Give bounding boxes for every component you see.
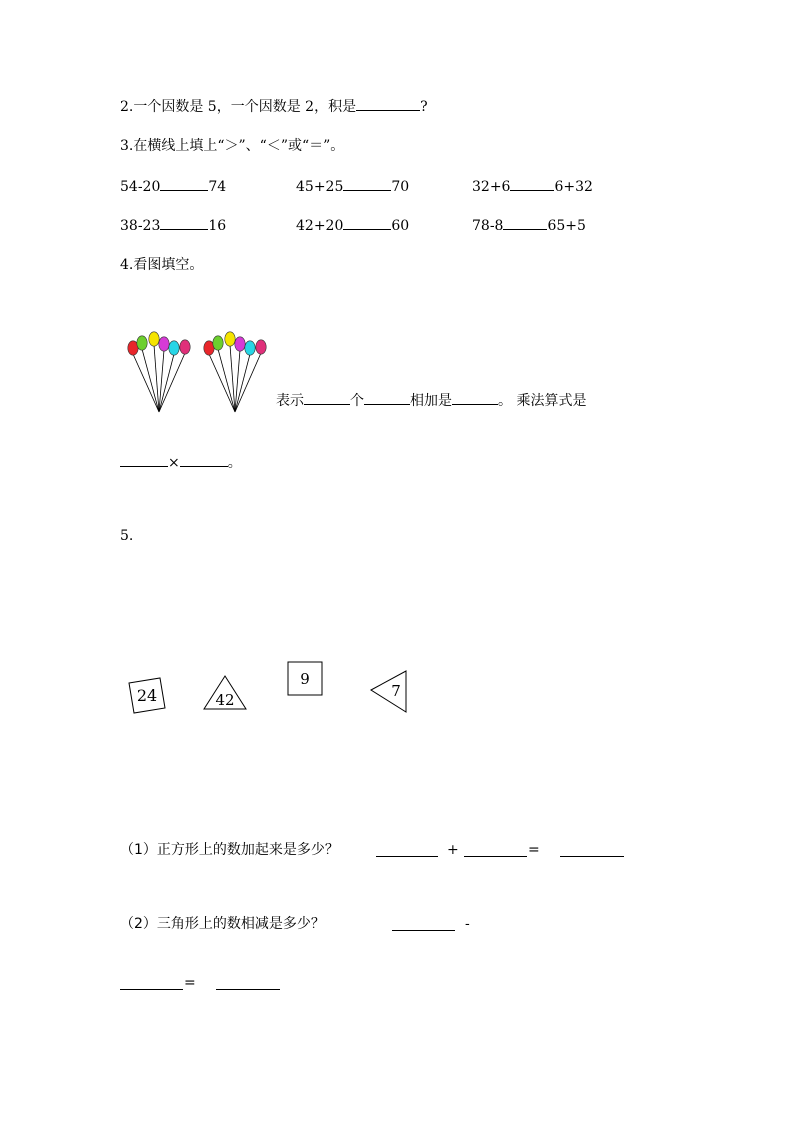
q3-item xyxy=(120,176,226,197)
q5-sub2-blank-1[interactable] xyxy=(392,916,455,931)
square-number: 9 xyxy=(300,670,310,688)
balloon xyxy=(149,332,159,346)
balloon xyxy=(137,336,147,350)
q4-title: 4.看图填空。 xyxy=(120,257,204,273)
balloon xyxy=(159,337,169,351)
q5-sub2-blank-2[interactable] xyxy=(120,975,183,990)
q3-left: 78-8 xyxy=(472,218,504,234)
rotated-square-shape xyxy=(126,675,168,715)
q3-item xyxy=(296,176,409,197)
q3-right: 16 xyxy=(208,218,227,234)
triangle-shape xyxy=(202,674,248,712)
minus-sign: - xyxy=(465,916,470,932)
q4-blank-sum[interactable] xyxy=(452,390,498,405)
square-shape xyxy=(287,661,325,697)
q4-text-ge: 个 xyxy=(350,393,364,409)
q3-item xyxy=(472,176,593,197)
q3-item xyxy=(296,215,409,236)
q3-right: 74 xyxy=(208,179,227,195)
q5-sub2-text: （2）三角形上的数相减是多少？ xyxy=(120,916,325,932)
q3-left: 42+20 xyxy=(296,218,344,234)
equals-sign: = xyxy=(528,842,540,858)
q3-right: 6+32 xyxy=(554,179,593,195)
q3-item xyxy=(472,215,586,236)
q3-blank[interactable] xyxy=(503,215,547,230)
q4-text-sum: 相加是 xyxy=(410,393,452,409)
q3-blank[interactable] xyxy=(343,215,391,230)
q5-sub1-blank-1[interactable] xyxy=(376,842,438,857)
equals-sign: = xyxy=(184,975,196,991)
q3-blank[interactable] xyxy=(343,176,391,191)
q4-blank-factor-2[interactable] xyxy=(180,452,228,467)
q3-right: 70 xyxy=(391,179,410,195)
q5-sub-1 xyxy=(120,840,339,860)
q4-blank-factor-1[interactable] xyxy=(120,452,168,467)
rotated-square-number: 24 xyxy=(136,686,158,705)
q2-text: 2.一个因数是 5，一个因数是 2，积是 xyxy=(120,99,357,115)
plus-sign: + xyxy=(447,842,459,858)
q4-text-multiplication: 。 乘法算式是 xyxy=(498,393,587,409)
balloon xyxy=(213,336,223,350)
question-2 xyxy=(120,96,428,117)
q3-right: 65+5 xyxy=(547,218,586,234)
balloon xyxy=(180,340,190,354)
q5-sub1-blank-2[interactable] xyxy=(464,842,527,857)
q3-blank[interactable] xyxy=(510,176,554,191)
balloon-bunch xyxy=(204,332,266,412)
balloon-bunches-image xyxy=(124,328,274,418)
period: 。 xyxy=(227,455,242,471)
q4-line-2 xyxy=(120,452,242,473)
q4-line-1 xyxy=(276,390,586,411)
q4-blank-addend[interactable] xyxy=(364,390,410,405)
q3-left: 32+6 xyxy=(472,179,511,195)
balloon xyxy=(169,341,179,355)
times-sign: × xyxy=(168,455,180,471)
q3-left: 38-23 xyxy=(120,218,161,234)
balloon-bunch xyxy=(128,332,190,412)
q3-blank[interactable] xyxy=(160,176,208,191)
triangle-number: 42 xyxy=(215,691,235,709)
q3-item xyxy=(120,215,226,236)
q5-sub-2 xyxy=(120,914,325,934)
q5-sub1-blank-result[interactable] xyxy=(560,842,624,857)
left-triangle-shape xyxy=(368,668,410,714)
q2-question-mark: ? xyxy=(420,99,428,115)
q3-right: 60 xyxy=(391,218,410,234)
q3-blank[interactable] xyxy=(160,215,208,230)
q3-title: 3.在横线上填上“＞”、“＜”或“＝”。 xyxy=(120,138,345,154)
balloon xyxy=(245,341,255,355)
balloon xyxy=(225,332,235,346)
balloon xyxy=(235,337,245,351)
left-triangle-number: 7 xyxy=(391,682,401,700)
q5-sub2-blank-result[interactable] xyxy=(216,975,280,990)
q5-sub1-text: （1）正方形上的数加起来是多少？ xyxy=(120,842,339,858)
q4-blank-count[interactable] xyxy=(304,390,350,405)
q3-left: 54-20 xyxy=(120,179,161,195)
q4-text-represents: 表示 xyxy=(276,393,304,409)
balloon xyxy=(256,340,266,354)
q2-answer-blank[interactable] xyxy=(356,96,420,111)
q5-title: 5. xyxy=(120,528,134,544)
q3-left: 45+25 xyxy=(296,179,344,195)
